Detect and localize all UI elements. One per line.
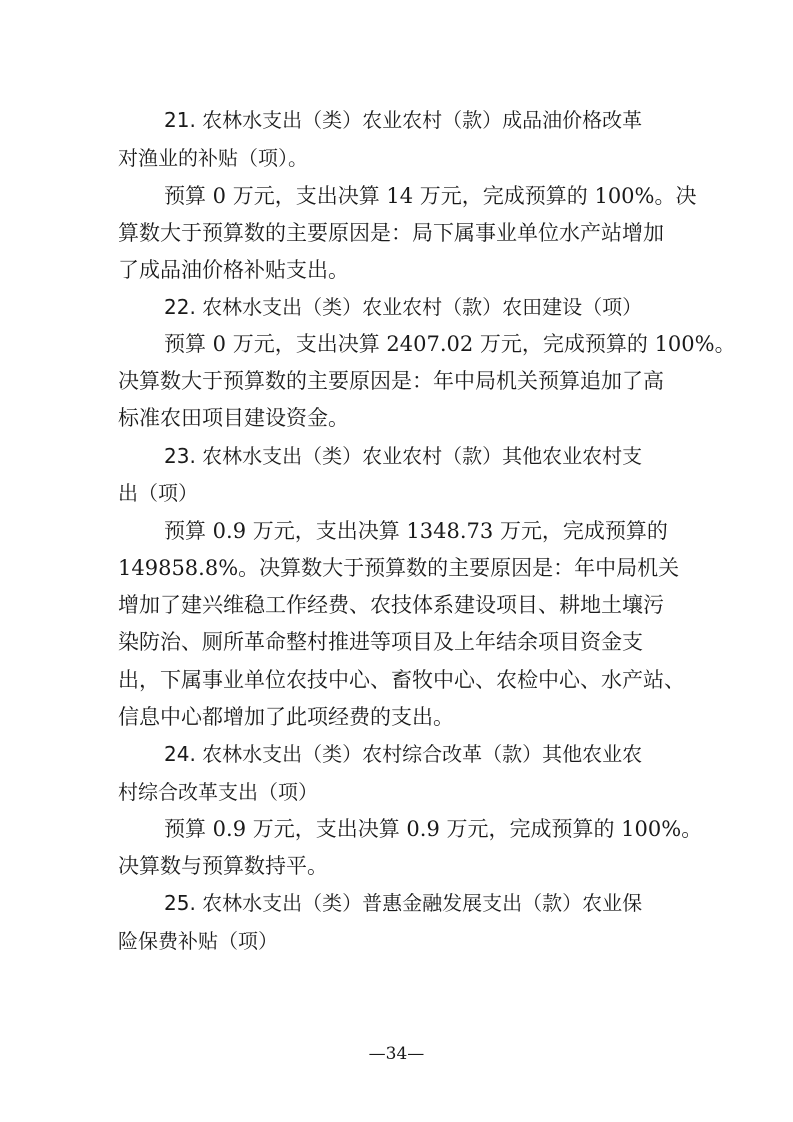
section-22-body-line-1: 预算 0 万元，支出决算 2407.02 万元，完成预算的 100%。 bbox=[164, 332, 736, 356]
section-25-heading-line-2: 险保费补贴（项） bbox=[118, 929, 278, 953]
page-number: —34— bbox=[368, 1044, 425, 1064]
section-23-body-line-3: 增加了建兴维稳工作经费、农技体系建设项目、耕地土壤污 bbox=[118, 593, 664, 617]
section-23-body-line-4: 染防治、厕所革命整村推进等项目及上年结余项目资金支 bbox=[118, 630, 643, 654]
section-24-heading-line-1: 24. 农林水支出（类）农村综合改革（款）其他农业农 bbox=[164, 742, 643, 766]
section-21-heading-line-2: 对渔业的补贴（项）。 bbox=[118, 146, 308, 170]
section-22-body-line-3: 标准农田项目建设资金。 bbox=[118, 406, 349, 430]
section-21-body-line-3: 了成品油价格补贴支出。 bbox=[118, 258, 349, 282]
section-25-heading-line-1: 25. 农林水支出（类）普惠金融发展支出（款）农业保 bbox=[164, 891, 643, 915]
section-23-body-line-5: 出，下属事业单位农技中心、畜牧中心、农检中心、水产站、 bbox=[118, 668, 685, 692]
section-22-heading-line-1: 22. 农林水支出（类）农业农村（款）农田建设（项） bbox=[164, 295, 643, 319]
section-21-body-line-2: 算数大于预算数的主要原因是：局下属事业单位水产站增加 bbox=[118, 221, 664, 245]
section-23-heading-line-2: 出（项） bbox=[118, 481, 198, 505]
section-24-body-line-1: 预算 0.9 万元，支出决算 0.9 万元，完成预算的 100%。 bbox=[164, 817, 703, 841]
section-24-body-line-2: 决算数与预算数持平。 bbox=[118, 854, 328, 878]
section-23-heading-line-1: 23. 农林水支出（类）农业农村（款）其他农业农村支 bbox=[164, 444, 643, 468]
section-21-heading-line-1: 21. 农林水支出（类）农业农村（款）成品油价格改革 bbox=[164, 108, 643, 132]
section-22-body-line-2: 决算数大于预算数的主要原因是：年中局机关预算追加了高 bbox=[118, 369, 664, 393]
section-23-body-line-6: 信息中心都增加了此项经费的支出。 bbox=[118, 705, 454, 729]
section-21-body-line-1: 预算 0 万元，支出决算 14 万元，完成预算的 100%。决 bbox=[164, 184, 697, 208]
section-24-heading-line-2: 村综合改革支出（项） bbox=[118, 780, 318, 804]
section-23-body-line-1: 预算 0.9 万元，支出决算 1348.73 万元，完成预算的 bbox=[164, 519, 668, 543]
section-23-body-line-2: 149858.8%。决算数大于预算数的主要原因是：年中局机关 bbox=[118, 556, 680, 580]
